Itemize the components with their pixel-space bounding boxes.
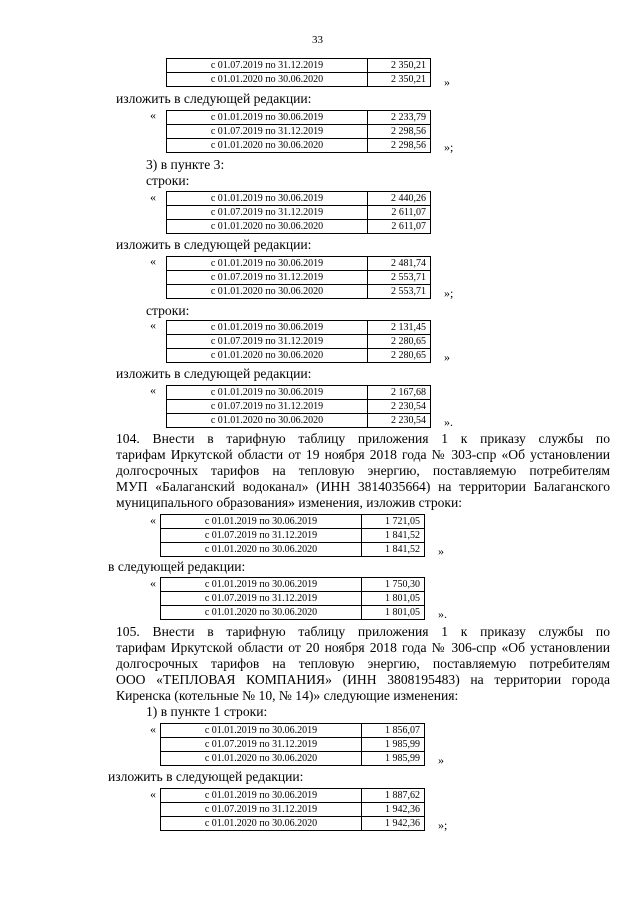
tariff-value-cell: 2 230,54 <box>368 414 431 428</box>
tariff-table <box>166 256 431 299</box>
table-row <box>167 73 431 87</box>
opening-quote: « <box>150 383 156 397</box>
text-line: 1) в пункте 1 строки: <box>146 704 268 719</box>
table-row <box>167 59 431 73</box>
table-row <box>167 349 431 363</box>
table-row <box>167 257 431 271</box>
table-row <box>161 592 425 606</box>
text-line: в следующей редакции: <box>108 559 246 574</box>
period-cell: с 01.01.2019 по 30.06.2019 <box>167 257 368 271</box>
tariff-table <box>166 191 431 234</box>
period-cell: с 01.07.2019 по 31.12.2019 <box>167 125 368 139</box>
tariff-table <box>166 110 431 153</box>
paragraph-105-line: долгосрочных тарифов на тепловую энергию, поставляемую потребителям <box>116 656 610 671</box>
table-row <box>161 752 425 766</box>
table-row <box>167 321 431 335</box>
period-cell: с 01.01.2019 по 30.06.2019 <box>167 386 368 400</box>
table-row <box>161 789 425 803</box>
closing-quote: ». <box>438 607 447 621</box>
paragraph-104-line: муниципального образования» изменения, изложив строки: <box>116 495 463 510</box>
text-line: изложить в следующей редакции: <box>108 769 304 784</box>
table-row <box>167 400 431 414</box>
tariff-table <box>160 788 425 831</box>
table-row <box>167 139 431 153</box>
opening-quote: « <box>150 254 156 268</box>
paragraph-105-line: 105. Внести в тарифную таблицу приложения 1 к приказу службы по <box>116 624 610 639</box>
period-cell: с 01.07.2019 по 31.12.2019 <box>161 738 362 752</box>
paragraph-104-line: 104. Внести в тарифную таблицу приложения 1 к приказу службы по <box>116 431 610 446</box>
period-cell: с 01.01.2020 по 30.06.2020 <box>167 139 368 153</box>
opening-quote: « <box>150 190 156 204</box>
closing-quote: ». <box>444 415 453 429</box>
closing-quote: » <box>444 75 450 89</box>
table-row <box>167 111 431 125</box>
tariff-value-cell: 1 841,52 <box>362 543 425 557</box>
opening-quote: « <box>150 513 156 527</box>
opening-quote: « <box>150 108 156 122</box>
period-cell: с 01.07.2019 по 31.12.2019 <box>167 271 368 285</box>
tariff-value-cell: 1 801,05 <box>362 592 425 606</box>
period-cell: с 01.01.2020 по 30.06.2020 <box>167 285 368 299</box>
tariff-table <box>160 577 425 620</box>
period-cell: с 01.01.2020 по 30.06.2020 <box>167 414 368 428</box>
tariff-table <box>160 514 425 557</box>
closing-quote: » <box>438 544 444 558</box>
opening-quote: « <box>150 318 156 332</box>
tariff-table <box>166 320 431 363</box>
tariff-table <box>160 723 425 766</box>
period-cell: с 01.07.2019 по 31.12.2019 <box>167 206 368 220</box>
tariff-value-cell: 2 280,65 <box>368 349 431 363</box>
period-cell: с 01.01.2020 по 30.06.2020 <box>167 349 368 363</box>
period-cell: с 01.01.2020 по 30.06.2020 <box>167 220 368 234</box>
period-cell: с 01.07.2019 по 31.12.2019 <box>167 400 368 414</box>
opening-quote: « <box>150 722 156 736</box>
period-cell: с 01.01.2020 по 30.06.2020 <box>167 73 368 87</box>
tariff-value-cell: 1 887,62 <box>362 789 425 803</box>
period-cell: с 01.01.2020 по 30.06.2020 <box>161 752 362 766</box>
tariff-value-cell: 2 280,65 <box>368 335 431 349</box>
text-line: изложить в следующей редакции: <box>116 366 312 381</box>
table-row <box>167 192 431 206</box>
period-cell: с 01.01.2019 по 30.06.2019 <box>161 789 362 803</box>
text-line: строки: <box>146 303 190 318</box>
period-cell: с 01.01.2020 по 30.06.2020 <box>161 543 362 557</box>
table-row <box>161 817 425 831</box>
tariff-value-cell: 2 131,45 <box>368 321 431 335</box>
table-row <box>167 335 431 349</box>
tariff-value-cell: 1 856,07 <box>362 724 425 738</box>
paragraph-105-line: тарифам Иркутской области от 20 ноября 2018 года № 306-спр «Об установлении <box>116 640 610 655</box>
paragraph-104-line: МУП «Балаганский водоканал» (ИНН 3814035664) на территории Балаганского <box>116 479 610 494</box>
tariff-table <box>166 385 431 428</box>
tariff-value-cell: 2 350,21 <box>368 73 431 87</box>
tariff-value-cell: 2 440,26 <box>368 192 431 206</box>
table-row <box>167 386 431 400</box>
period-cell: с 01.07.2019 по 31.12.2019 <box>161 529 362 543</box>
text-line: 3) в пункте 3: <box>146 157 225 172</box>
tariff-value-cell: 1 942,36 <box>362 803 425 817</box>
tariff-value-cell: 1 841,52 <box>362 529 425 543</box>
opening-quote: « <box>150 576 156 590</box>
text-line: изложить в следующей редакции: <box>116 237 312 252</box>
period-cell: с 01.01.2019 по 30.06.2019 <box>167 321 368 335</box>
closing-quote: » <box>444 350 450 364</box>
page-number: 33 <box>312 34 323 46</box>
table-row <box>161 606 425 620</box>
period-cell: с 01.01.2020 по 30.06.2020 <box>161 606 362 620</box>
period-cell: с 01.01.2019 по 30.06.2019 <box>161 515 362 529</box>
period-cell: с 01.07.2019 по 31.12.2019 <box>167 59 368 73</box>
period-cell: с 01.07.2019 по 31.12.2019 <box>167 335 368 349</box>
table-row <box>167 220 431 234</box>
tariff-value-cell: 1 985,99 <box>362 738 425 752</box>
tariff-value-cell: 2 167,68 <box>368 386 431 400</box>
period-cell: с 01.01.2019 по 30.06.2019 <box>161 724 362 738</box>
tariff-value-cell: 1 721,05 <box>362 515 425 529</box>
period-cell: с 01.07.2019 по 31.12.2019 <box>161 592 362 606</box>
tariff-value-cell: 1 801,05 <box>362 606 425 620</box>
table-row <box>167 206 431 220</box>
table-row <box>167 271 431 285</box>
period-cell: с 01.01.2020 по 30.06.2020 <box>161 817 362 831</box>
table-row <box>161 515 425 529</box>
text-line: строки: <box>146 173 190 188</box>
tariff-value-cell: 2 298,56 <box>368 125 431 139</box>
closing-quote: »; <box>444 140 454 154</box>
table-row <box>161 578 425 592</box>
tariff-value-cell: 2 553,71 <box>368 285 431 299</box>
table-row <box>167 414 431 428</box>
paragraph-104-line: тарифам Иркутской области от 19 ноября 2018 года № 303-спр «Об установлении <box>116 447 610 462</box>
closing-quote: »; <box>444 286 454 300</box>
tariff-value-cell: 2 298,56 <box>368 139 431 153</box>
tariff-value-cell: 2 350,21 <box>368 59 431 73</box>
tariff-value-cell: 2 553,71 <box>368 271 431 285</box>
tariff-value-cell: 1 985,99 <box>362 752 425 766</box>
tariff-table <box>166 58 431 87</box>
closing-quote: »; <box>438 818 448 832</box>
tariff-value-cell: 2 230,54 <box>368 400 431 414</box>
closing-quote: » <box>438 753 444 767</box>
tariff-value-cell: 2 611,07 <box>368 220 431 234</box>
tariff-value-cell: 1 942,36 <box>362 817 425 831</box>
table-row <box>167 285 431 299</box>
period-cell: с 01.07.2019 по 31.12.2019 <box>161 803 362 817</box>
tariff-value-cell: 2 481,74 <box>368 257 431 271</box>
tariff-value-cell: 2 233,79 <box>368 111 431 125</box>
tariff-value-cell: 2 611,07 <box>368 206 431 220</box>
tariff-value-cell: 1 750,30 <box>362 578 425 592</box>
table-row <box>161 738 425 752</box>
table-row <box>161 803 425 817</box>
table-row <box>167 125 431 139</box>
opening-quote: « <box>150 787 156 801</box>
table-row <box>161 543 425 557</box>
table-row <box>161 529 425 543</box>
text-line: изложить в следующей редакции: <box>116 91 312 106</box>
period-cell: с 01.01.2019 по 30.06.2019 <box>161 578 362 592</box>
paragraph-105-line: ООО «ТЕПЛОВАЯ КОМПАНИЯ» (ИНН 3808195483) на территории города <box>116 672 610 687</box>
paragraph-105-line: Киренска (котельные № 10, № 14)» следующие изменения: <box>116 688 459 703</box>
paragraph-104-line: долгосрочных тарифов на тепловую энергию, поставляемую потребителям <box>116 463 610 478</box>
period-cell: с 01.01.2019 по 30.06.2019 <box>167 192 368 206</box>
table-row <box>161 724 425 738</box>
period-cell: с 01.01.2019 по 30.06.2019 <box>167 111 368 125</box>
